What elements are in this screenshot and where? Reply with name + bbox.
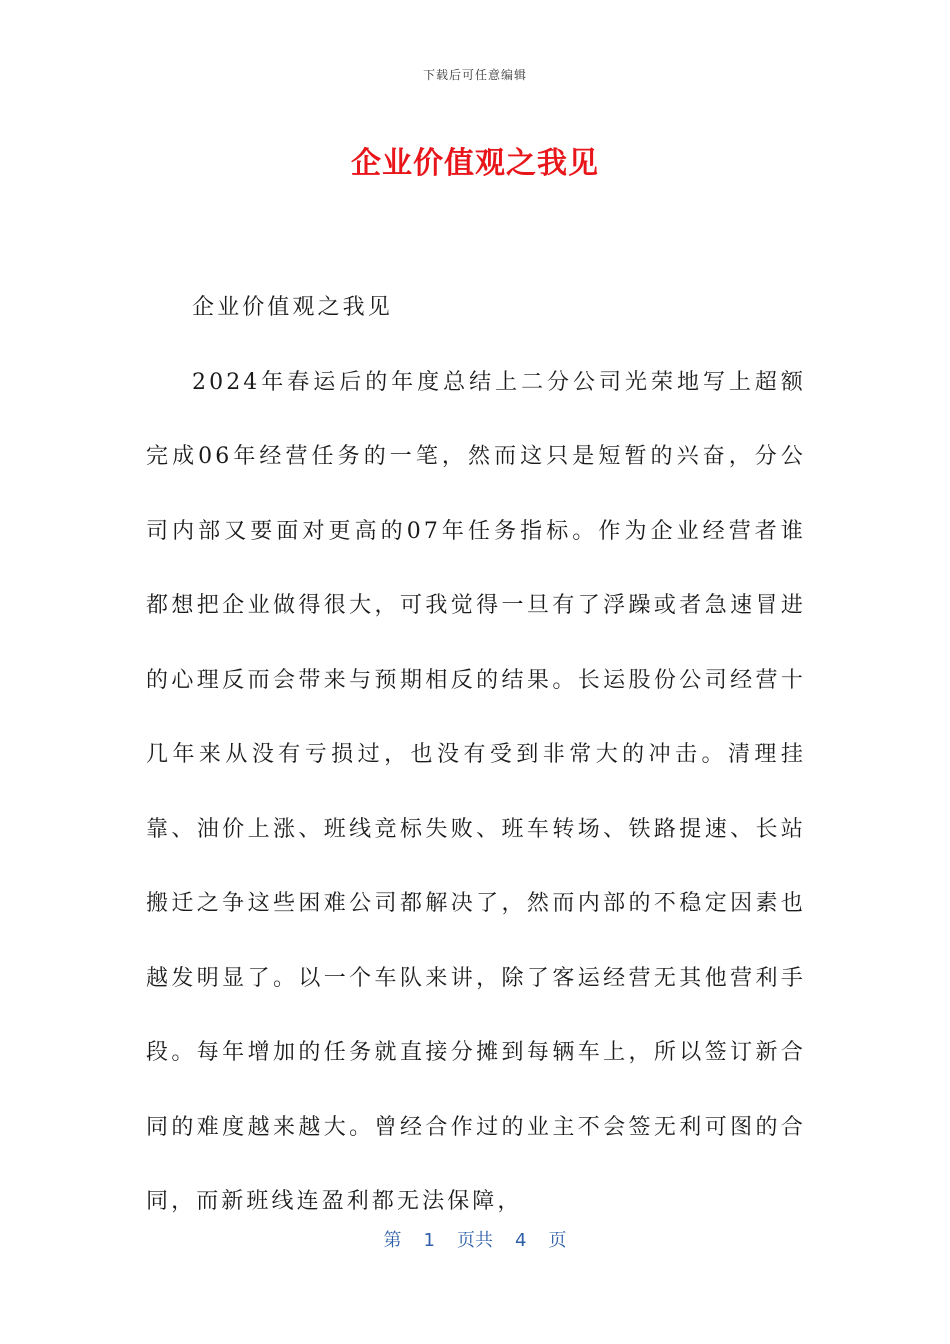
footer-suffix: 页 [548,1230,567,1251]
footer-middle: 页共 [457,1230,493,1251]
footer-total-pages: 4 [515,1230,527,1251]
page-number-footer [0,1226,950,1252]
body-paragraph-subtitle: 企业价值观之我见 [192,295,393,320]
footer-current-page: 1 [423,1230,435,1251]
header-note: 下载后可任意编辑 [422,68,527,82]
document-body [146,271,806,1240]
document-title: 企业价值观之我见 [351,146,599,181]
footer-prefix: 第 [383,1230,402,1251]
body-paragraph: 2024年春运后的年度总结上二分公司光荣地写上超额完成06年经营任务的一笔，然而这只是短暂的兴奋，分公司内部又要面对更高的07年任务指标。作为企业经营者谁都想把企业做得很大，可我觉得一旦有了浮躁或者急速冒进的心理反而会带来与预期相反的结果。长运股份公司经营十几年来从没有亏损过，也没有受到非常大的冲击。清理挂靠、油价上涨、班线竞标失败、班车转场、铁路提速、长站搬迁之争这些困难公司都解决了，然而内部的不稳定因素也越发明显了。以一个车队来讲，除了客运经营无其他营利手段。每年增加的任务就直接分摊到每辆车上，所以签订新合同的难度越来越大。曾经合作过的业主不会签无利可图的合同，而新班线连盈利都无法保障， [146,369,806,1214]
